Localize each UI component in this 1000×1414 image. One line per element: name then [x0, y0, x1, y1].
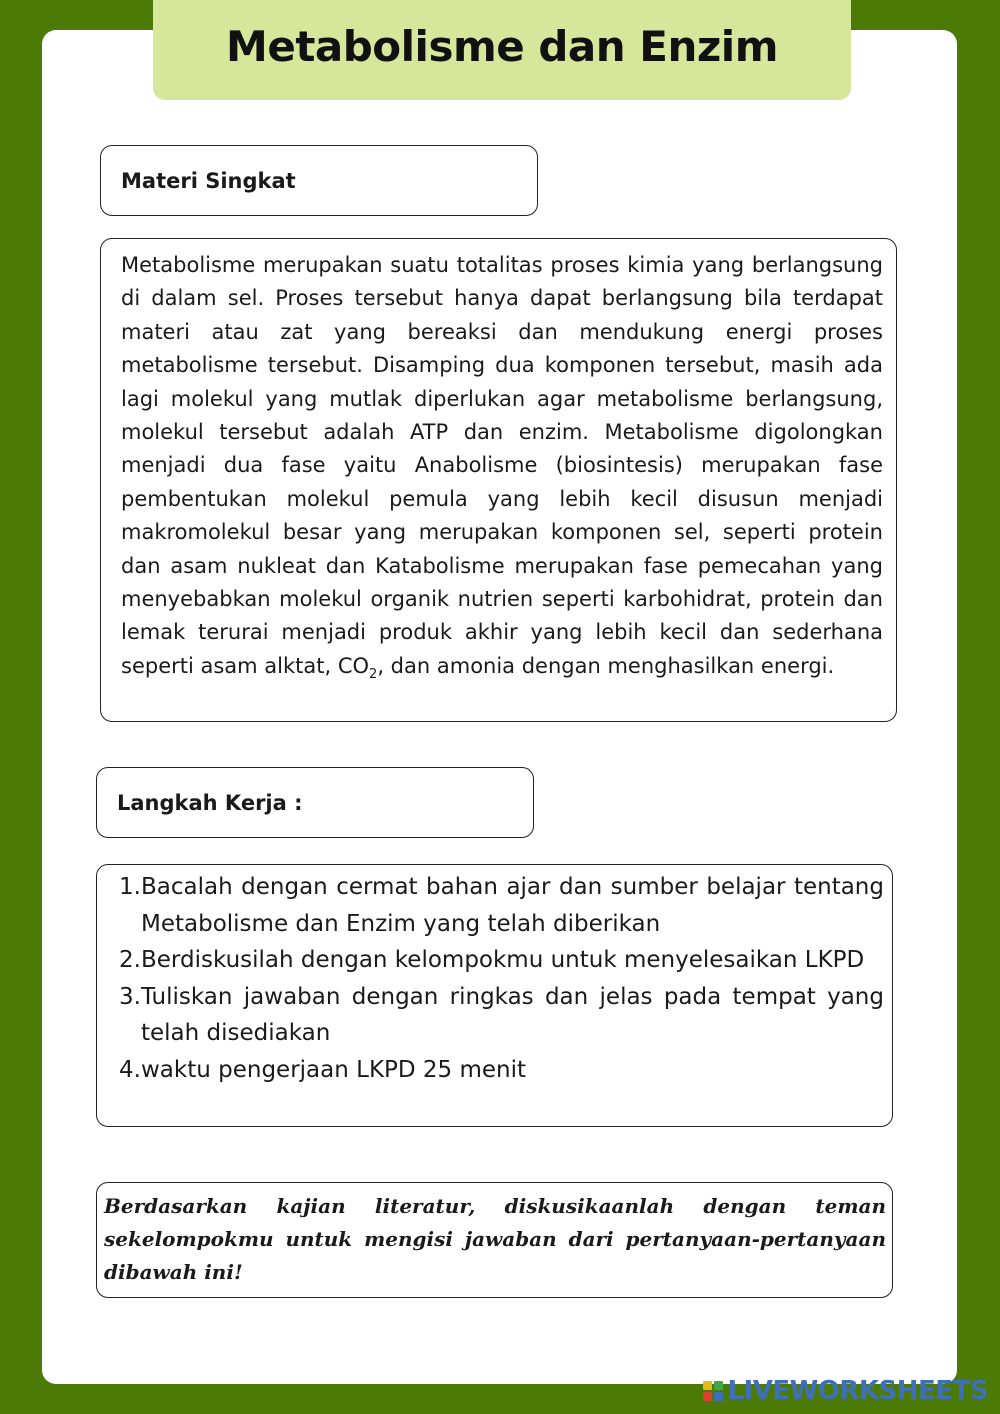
logo-square: [714, 1381, 723, 1390]
steps-list: [97, 869, 884, 1088]
logo-square: [714, 1392, 723, 1401]
step-number: 2.: [119, 947, 141, 973]
step-text: Tuliskan jawaban dengan ringkas dan jelas pada tempat yang telah disediakan: [141, 983, 884, 1046]
langkah-label: Langkah Kerja :: [117, 790, 303, 815]
langkah-label-box: [96, 767, 534, 838]
steps-box: [96, 864, 893, 1127]
step-item: [97, 1052, 884, 1089]
step-item: [97, 869, 884, 942]
logo-square: [703, 1392, 712, 1401]
step-item: [97, 942, 884, 979]
materi-paragraph: [121, 249, 883, 683]
liveworksheets-watermark: [703, 1374, 988, 1408]
instruction-text: Berdasarkan kajian literatur, diskusikaanlah dengan teman sekelompokmu untuk mengisi jawaban dari pertanyaan-pertanyaan dibawah ini!: [104, 1194, 886, 1284]
step-text: Berdiskusilah dengan kelompokmu untuk menyelesaikan LKPD: [141, 947, 865, 973]
materi-text-box: [100, 238, 897, 722]
step-number: 3.: [119, 983, 141, 1010]
step-number: 4.: [119, 1056, 141, 1083]
step-text: Bacalah dengan cermat bahan ajar dan sumber belajar tentang Metabolisme dan Enzim yang telah diberikan: [141, 874, 884, 937]
materi-text-end: , dan amonia dengan menghasilkan energi.: [377, 653, 835, 678]
materi-text-main: Metabolisme merupakan suatu totalitas proses kimia yang berlangsung di dalam sel. Proses tersebut hanya dapat berlangsung bila terdapat materi atau zat yang bereaksi dan mendukung energi proses metabolisme tersebut. Disamping dua komponen tersebut, masih ada lagi molekul yang mutlak diperlukan agar metabolisme berlangsung, molekul tersebut adalah ATP dan enzim. Metabolisme digolongkan menjadi dua fase yaitu Anabolisme (biosintesis) merupakan fase pembentukan molekul pemula yang lebih kecil disusun menjadi makromolekul besar yang merupakan komponen sel, seperti protein dan asam nukleat dan Katabolisme merupakan fase pemecahan yang menyebabkan molekul organik nutrien seperti karbohidrat, protein dan lemak terurai menjadi produk akhir yang lebih kecil dan sederhana seperti asam alktat, CO: [121, 253, 883, 678]
page-title: Metabolisme dan Enzim: [226, 21, 778, 71]
step-text: waktu pengerjaan LKPD 25 menit: [141, 1056, 527, 1083]
title-banner: [153, 0, 851, 100]
logo-square: [703, 1381, 712, 1390]
watermark-text: LIVEWORKSHEETS: [727, 1376, 988, 1406]
materi-label: Materi Singkat: [121, 168, 296, 193]
step-number: 1.: [119, 874, 141, 900]
liveworksheets-logo-icon: [703, 1381, 723, 1401]
materi-label-box: [100, 145, 538, 216]
instruction-box: [96, 1182, 893, 1298]
co2-subscript: 2: [369, 667, 378, 683]
step-item: [97, 979, 884, 1052]
